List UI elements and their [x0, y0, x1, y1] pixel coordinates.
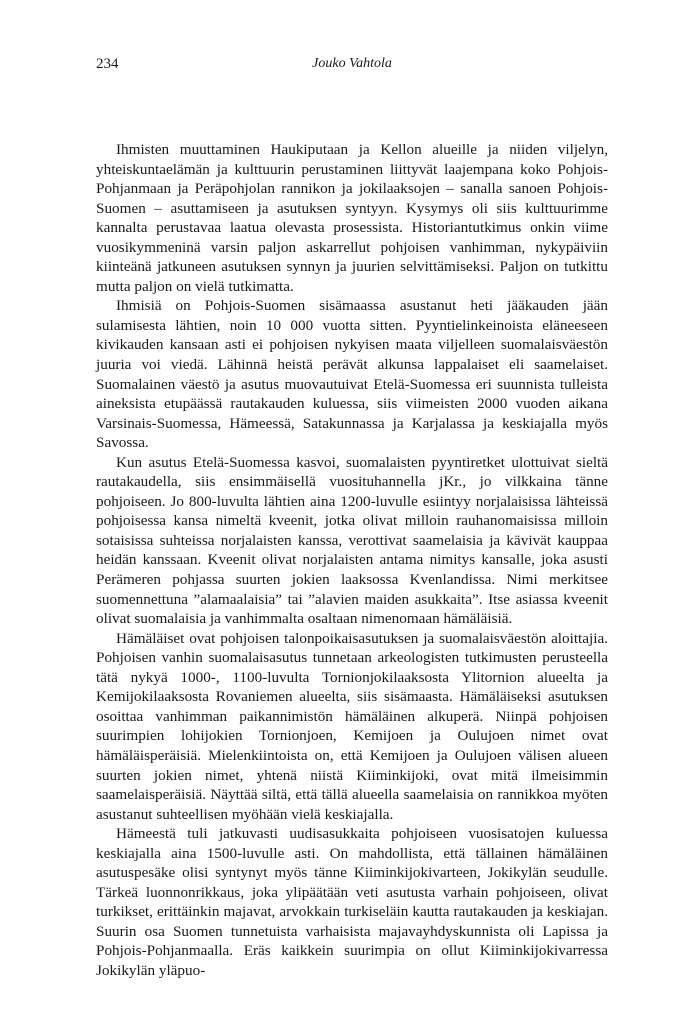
page-header: [96, 56, 608, 76]
body-text: [96, 140, 608, 981]
paragraph: Ihmisiä on Pohjois-Suomen sisämaassa asustanut heti jääkauden jään sulamisesta lähtien, noin 10 000 vuotta sitten. Pyyntielinkeinoista eläneeseen kivikauden kansaan asti ei pohjoisen nykyisen maata viljelleen suomalaisväestön juuria voi viedä. Lähinnä heistä perävät alkunsa lappalaiset eli saamelaiset. Suomalainen väestö ja asutus muovautuivat Etelä-Suomessa eri suunnista tulleista aineksista etupäässä rautakauden kuluessa, siis viimeisten 2000 vuoden aikana Varsinais-Suomessa, Hämeessä, Satakunnassa ja Karjalassa ja keskiajalla myös Savossa.: [96, 297, 608, 452]
paragraph: Hämeestä tuli jatkuvasti uudisasukkaita pohjoiseen vuosisatojen kuluessa keskiajalla aina 1500-luvulle asti. On mahdollista, että tällainen hämäläinen asutuspesäke olisi syntynyt myös tänne Kiiminkijokivarteen, Jokikylän seudulle. Tärkeä luonnonrikkaus, joka ylipäätään veti asutusta varhain pohjoiseen, olivat turkikset, erittäinkin majavat, arvokkain turkiseläin kautta rautakauden ja keskiajan. Suurin osa Suomen tunnetuista varhaisista majavayhdyskunnista oli Lapissa ja Pohjois-Pohjanmaalla. Eräs kaikkein suurimpia on ollut Kiiminkijokivarressa Jokikylän yläpuo-: [96, 825, 608, 979]
paragraph: Hämäläiset ovat pohjoisen talonpoikaisasutuksen ja suomalaisväestön aloittajia. Pohjoisen vanhin suomalaisasutus tunnetaan arkeologisten tutkimusten perusteella tätä nykyä 1000-, 1100-luvulta Tornionjokilaaksosta Ylitornion alueelta ja Kemijokilaaksosta Rovaniemen alueelta, siis sisämaasta. Hämäläiseksi asutuksen osoittaa vanhimman paikannimistön hämäläinen alkuperä. Niinpä pohjoisen suurimpien lohijokien Tornionjoen, Kemijoen ja Oulujoen nimet ovat hämäläisperäisiä. Mielenkiintoista on, että Kemijoen ja Oulujoen välisen alueen suurten jokien nimet, yhtenä niistä Kiiminkijoki, ovat mitä ilmeisimmin saamelaisperäisiä. Näyttää siltä, että tällä alueella saamelaisia on rannikkoa myöten asustanut suhteellisen myöhään vielä keskiajalla.: [96, 629, 608, 823]
paragraph: Ihmisten muuttaminen Haukiputaan ja Kellon alueille ja niiden viljelyn, yhteiskuntaelämän ja kulttuurin perustaminen liittyvät laajempana koko Pohjois- Pohjanmaan ja Peräpohjolan rannikon ja jokilaaksojen – sanalla sanoen Pohjois-Suomen – asuttamiseen ja asutuksen syntyyn. Kysymys oli siis kulttuurimme kannalta perustavaa laatua olevasta prosessista. Historiantutkimus onkin viime vuosikymmeninä varsin paljon askarrellut pohjoisen vanhimman, nykypäiviin kiinteänä jatkuneen asutuksen synnyn ja juurien selvittämiseksi. Paljon on tutkittu mutta paljon on vielä tutkimatta.: [96, 141, 608, 295]
page-number: 234: [96, 56, 119, 72]
paragraph: Kun asutus Etelä-Suomessa kasvoi, suomalaisten pyyntiretket ulottuivat sieltä rautakaudella, siis ensimmäisellä vuosituhannella jKr., jo vilkkaina tänne pohjoiseen. Jo 800-luvulta lähtien aina 1200-luvulle esiintyy norjalaisissa lähteissä pohjoisessa kansa nimeltä kveenit, jotka olivat milloin rauhanomaisissa milloin sotaisissa suhteissa norjalaisten kanssa, verottivat saamelaisia ja kävivät kauppaa heidän kanssaan. Kveenit olivat norjalaisten antama nimitys kansalle, joka asusti Perämeren pohjassa suurten jokien laaksossa Kvenlandissa. Nimi merkitsee suomennettuna ”alamaalaisia” tai ”alavien maiden asukkaita”. Itse asiassa kveenit olivat suomalaisia ja vanhimmalta osaltaan nimenomaan hämäläisiä.: [96, 453, 608, 628]
running-head: Jouko Vahtola: [312, 56, 392, 71]
